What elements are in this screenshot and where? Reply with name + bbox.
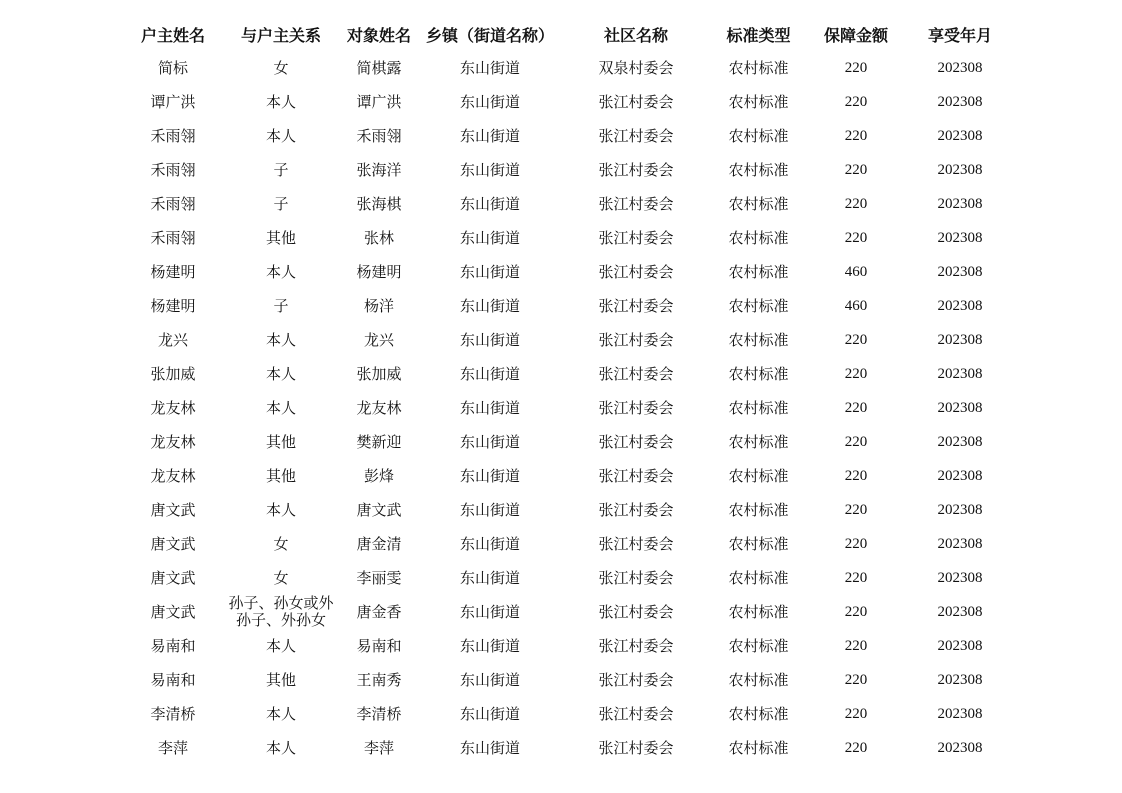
cell-recipient-name: 张海棋 xyxy=(356,195,402,213)
cell-standard-type: 农村标准 xyxy=(728,399,789,417)
cell-recipient-name: 王南秀 xyxy=(356,671,402,689)
cell-town-street: 东山街道 xyxy=(459,59,520,77)
cell-community: 张江村委会 xyxy=(598,229,674,247)
cell-recipient-name: 禾雨翎 xyxy=(356,127,402,145)
cell-amount: 220 xyxy=(844,230,868,246)
table-row xyxy=(118,527,1009,561)
cell-amount: 220 xyxy=(844,672,868,688)
cell-month: 202308 xyxy=(937,332,983,348)
table-row xyxy=(118,629,1009,663)
table-row xyxy=(118,663,1009,697)
cell-amount: 220 xyxy=(844,536,868,552)
cell-relationship: 本人 xyxy=(265,263,296,281)
cell-month: 202308 xyxy=(937,570,983,586)
cell-recipient-name: 张海洋 xyxy=(356,161,402,179)
cell-community: 张江村委会 xyxy=(598,739,674,757)
cell-month: 202308 xyxy=(937,604,983,620)
cell-month: 202308 xyxy=(937,740,983,756)
cell-community: 张江村委会 xyxy=(598,127,674,145)
cell-community: 双泉村委会 xyxy=(598,59,674,77)
cell-relationship: 女 xyxy=(273,569,289,587)
cell-amount: 220 xyxy=(844,162,868,178)
cell-standard-type: 农村标准 xyxy=(728,365,789,383)
cell-recipient-name: 易南和 xyxy=(356,637,402,655)
cell-amount: 220 xyxy=(844,366,868,382)
table-row xyxy=(118,323,1009,357)
table-row xyxy=(118,51,1009,85)
cell-standard-type: 农村标准 xyxy=(728,263,789,281)
cell-community: 张江村委会 xyxy=(598,399,674,417)
cell-recipient-name: 张林 xyxy=(363,229,394,247)
table-row xyxy=(118,561,1009,595)
cell-town-street: 东山街道 xyxy=(459,501,520,519)
cell-householder-name: 龙友林 xyxy=(150,433,196,451)
cell-month: 202308 xyxy=(937,196,983,212)
cell-town-street: 东山街道 xyxy=(459,637,520,655)
cell-town-street: 东山街道 xyxy=(459,229,520,247)
cell-householder-name: 禾雨翎 xyxy=(150,195,196,213)
cell-town-street: 东山街道 xyxy=(459,467,520,485)
cell-recipient-name: 唐金清 xyxy=(356,535,402,553)
cell-relationship: 子 xyxy=(273,161,289,179)
cell-community: 张江村委会 xyxy=(598,671,674,689)
cell-relationship: 孙子、孙女或外孙子、外孙女 xyxy=(228,595,334,629)
cell-town-street: 东山街道 xyxy=(459,365,520,383)
cell-relationship: 本人 xyxy=(265,399,296,417)
cell-recipient-name: 唐金香 xyxy=(356,603,402,621)
cell-month: 202308 xyxy=(937,298,983,314)
table-header xyxy=(118,17,1009,51)
cell-householder-name: 易南和 xyxy=(150,637,196,655)
cell-community: 张江村委会 xyxy=(598,467,674,485)
cell-community: 张江村委会 xyxy=(598,433,674,451)
cell-month: 202308 xyxy=(937,264,983,280)
table-row xyxy=(118,425,1009,459)
cell-community: 张江村委会 xyxy=(598,705,674,723)
header-householder-name: 户主姓名 xyxy=(140,25,205,45)
cell-amount: 220 xyxy=(844,332,868,348)
cell-town-street: 东山街道 xyxy=(459,603,520,621)
cell-month: 202308 xyxy=(937,400,983,416)
cell-householder-name: 禾雨翎 xyxy=(150,229,196,247)
header-row xyxy=(118,17,1009,51)
cell-town-street: 东山街道 xyxy=(459,263,520,281)
cell-amount: 220 xyxy=(844,638,868,654)
cell-amount: 220 xyxy=(844,128,868,144)
cell-standard-type: 农村标准 xyxy=(728,535,789,553)
table-row xyxy=(118,85,1009,119)
cell-recipient-name: 简棋露 xyxy=(356,59,402,77)
header-standard-type: 标准类型 xyxy=(726,25,791,45)
header-town-street: 乡镇（街道名称） xyxy=(425,25,554,45)
table-row xyxy=(118,391,1009,425)
cell-month: 202308 xyxy=(937,672,983,688)
cell-amount: 220 xyxy=(844,468,868,484)
cell-amount: 220 xyxy=(844,400,868,416)
beneficiary-table xyxy=(118,17,1009,765)
cell-relationship: 本人 xyxy=(265,331,296,349)
cell-householder-name: 唐文武 xyxy=(150,535,196,553)
cell-town-street: 东山街道 xyxy=(459,671,520,689)
table-row xyxy=(118,357,1009,391)
cell-householder-name: 禾雨翎 xyxy=(150,161,196,179)
cell-town-street: 东山街道 xyxy=(459,161,520,179)
cell-householder-name: 龙友林 xyxy=(150,467,196,485)
cell-recipient-name: 龙兴 xyxy=(363,331,394,349)
cell-town-street: 东山街道 xyxy=(459,297,520,315)
cell-householder-name: 谭广洪 xyxy=(150,93,196,111)
cell-amount: 220 xyxy=(844,196,868,212)
cell-month: 202308 xyxy=(937,230,983,246)
cell-relationship: 子 xyxy=(273,195,289,213)
header-recipient-name: 对象姓名 xyxy=(346,25,411,45)
cell-householder-name: 唐文武 xyxy=(150,501,196,519)
cell-standard-type: 农村标准 xyxy=(728,501,789,519)
cell-month: 202308 xyxy=(937,502,983,518)
table-row xyxy=(118,595,1009,629)
cell-standard-type: 农村标准 xyxy=(728,229,789,247)
header-month: 享受年月 xyxy=(927,25,992,45)
cell-relationship: 子 xyxy=(273,297,289,315)
cell-town-street: 东山街道 xyxy=(459,569,520,587)
table-row xyxy=(118,221,1009,255)
cell-standard-type: 农村标准 xyxy=(728,467,789,485)
cell-householder-name: 杨建明 xyxy=(150,263,196,281)
cell-householder-name: 简标 xyxy=(157,59,188,77)
cell-standard-type: 农村标准 xyxy=(728,569,789,587)
cell-standard-type: 农村标准 xyxy=(728,331,789,349)
cell-town-street: 东山街道 xyxy=(459,705,520,723)
cell-standard-type: 农村标准 xyxy=(728,739,789,757)
cell-standard-type: 农村标准 xyxy=(728,671,789,689)
cell-amount: 220 xyxy=(844,94,868,110)
cell-community: 张江村委会 xyxy=(598,501,674,519)
cell-month: 202308 xyxy=(937,162,983,178)
cell-month: 202308 xyxy=(937,128,983,144)
cell-householder-name: 易南和 xyxy=(150,671,196,689)
cell-recipient-name: 李清桥 xyxy=(356,705,402,723)
cell-recipient-name: 李丽雯 xyxy=(356,569,402,587)
cell-standard-type: 农村标准 xyxy=(728,705,789,723)
cell-recipient-name: 谭广洪 xyxy=(356,93,402,111)
cell-standard-type: 农村标准 xyxy=(728,195,789,213)
cell-community: 张江村委会 xyxy=(598,93,674,111)
cell-recipient-name: 杨洋 xyxy=(363,297,394,315)
cell-householder-name: 唐文武 xyxy=(150,603,196,621)
cell-standard-type: 农村标准 xyxy=(728,637,789,655)
cell-amount: 220 xyxy=(844,740,868,756)
cell-relationship: 女 xyxy=(273,59,289,77)
cell-recipient-name: 唐文武 xyxy=(356,501,402,519)
cell-householder-name: 禾雨翎 xyxy=(150,127,196,145)
table-body xyxy=(118,51,1009,765)
cell-amount: 220 xyxy=(844,434,868,450)
cell-recipient-name: 樊新迎 xyxy=(356,433,402,451)
cell-standard-type: 农村标准 xyxy=(728,603,789,621)
cell-recipient-name: 张加威 xyxy=(356,365,402,383)
cell-month: 202308 xyxy=(937,638,983,654)
cell-month: 202308 xyxy=(937,60,983,76)
cell-standard-type: 农村标准 xyxy=(728,93,789,111)
cell-relationship: 其他 xyxy=(265,229,296,247)
cell-relationship: 其他 xyxy=(265,467,296,485)
cell-householder-name: 唐文武 xyxy=(150,569,196,587)
cell-community: 张江村委会 xyxy=(598,637,674,655)
cell-town-street: 东山街道 xyxy=(459,399,520,417)
cell-month: 202308 xyxy=(937,94,983,110)
cell-recipient-name: 龙友林 xyxy=(356,399,402,417)
cell-recipient-name: 彭烽 xyxy=(363,467,394,485)
cell-householder-name: 龙友林 xyxy=(150,399,196,417)
cell-householder-name: 杨建明 xyxy=(150,297,196,315)
table-row xyxy=(118,119,1009,153)
cell-town-street: 东山街道 xyxy=(459,195,520,213)
cell-town-street: 东山街道 xyxy=(459,433,520,451)
cell-community: 张江村委会 xyxy=(598,569,674,587)
cell-householder-name: 张加威 xyxy=(150,365,196,383)
cell-amount: 220 xyxy=(844,570,868,586)
cell-recipient-name: 杨建明 xyxy=(356,263,402,281)
cell-month: 202308 xyxy=(937,366,983,382)
cell-community: 张江村委会 xyxy=(598,331,674,349)
cell-relationship: 本人 xyxy=(265,739,296,757)
cell-householder-name: 李清桥 xyxy=(150,705,196,723)
table-row xyxy=(118,493,1009,527)
cell-relationship: 其他 xyxy=(265,671,296,689)
cell-standard-type: 农村标准 xyxy=(728,127,789,145)
cell-relationship: 本人 xyxy=(265,637,296,655)
cell-community: 张江村委会 xyxy=(598,161,674,179)
cell-town-street: 东山街道 xyxy=(459,331,520,349)
cell-community: 张江村委会 xyxy=(598,365,674,383)
cell-month: 202308 xyxy=(937,536,983,552)
cell-amount: 220 xyxy=(844,706,868,722)
table-row xyxy=(118,289,1009,323)
cell-amount: 220 xyxy=(844,604,868,620)
cell-town-street: 东山街道 xyxy=(459,535,520,553)
cell-community: 张江村委会 xyxy=(598,603,674,621)
header-amount: 保障金额 xyxy=(823,25,888,45)
table-row xyxy=(118,697,1009,731)
cell-month: 202308 xyxy=(937,434,983,450)
cell-householder-name: 龙兴 xyxy=(157,331,188,349)
cell-relationship: 女 xyxy=(273,535,289,553)
cell-standard-type: 农村标准 xyxy=(728,297,789,315)
cell-recipient-name: 李萍 xyxy=(363,739,394,757)
header-community: 社区名称 xyxy=(603,25,668,45)
cell-standard-type: 农村标准 xyxy=(728,59,789,77)
cell-amount: 220 xyxy=(844,502,868,518)
cell-town-street: 东山街道 xyxy=(459,127,520,145)
cell-month: 202308 xyxy=(937,468,983,484)
cell-month: 202308 xyxy=(937,706,983,722)
cell-relationship: 本人 xyxy=(265,93,296,111)
cell-relationship: 本人 xyxy=(265,705,296,723)
header-relationship: 与户主关系 xyxy=(240,25,321,45)
cell-amount: 460 xyxy=(844,298,868,314)
cell-standard-type: 农村标准 xyxy=(728,433,789,451)
table-row xyxy=(118,153,1009,187)
cell-amount: 460 xyxy=(844,264,868,280)
cell-relationship: 本人 xyxy=(265,501,296,519)
cell-community: 张江村委会 xyxy=(598,297,674,315)
table-row xyxy=(118,187,1009,221)
cell-relationship: 本人 xyxy=(265,127,296,145)
cell-community: 张江村委会 xyxy=(598,535,674,553)
cell-relationship: 其他 xyxy=(265,433,296,451)
document-page xyxy=(118,17,1009,765)
table-row xyxy=(118,255,1009,289)
cell-amount: 220 xyxy=(844,60,868,76)
cell-town-street: 东山街道 xyxy=(459,93,520,111)
table-row xyxy=(118,459,1009,493)
cell-standard-type: 农村标准 xyxy=(728,161,789,179)
cell-town-street: 东山街道 xyxy=(459,739,520,757)
cell-householder-name: 李萍 xyxy=(157,739,188,757)
cell-community: 张江村委会 xyxy=(598,263,674,281)
cell-community: 张江村委会 xyxy=(598,195,674,213)
cell-relationship: 本人 xyxy=(265,365,296,383)
table-row xyxy=(118,731,1009,765)
